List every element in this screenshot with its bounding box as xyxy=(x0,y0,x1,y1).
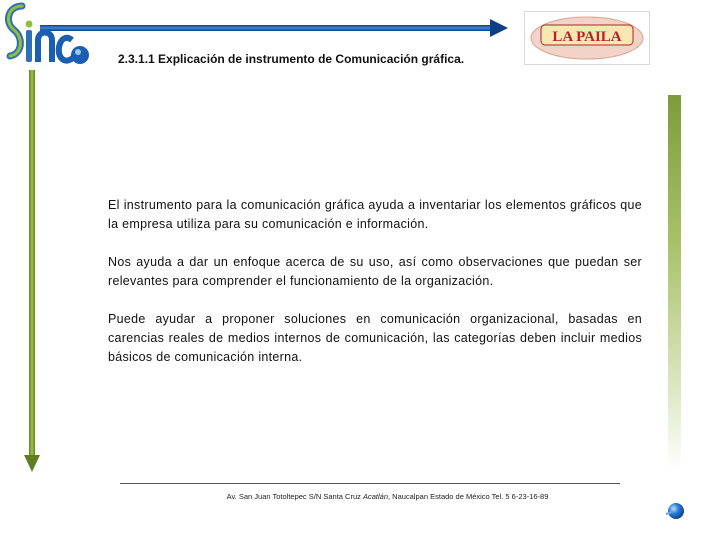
blue-sphere-icon xyxy=(664,500,686,522)
footer-address-italic: Acatlán xyxy=(362,492,388,501)
page-title: 2.3.1.1 Explicación de instrumento de Comunicación gráfica. xyxy=(118,52,465,66)
footer-address-start: Av. San Juan Totoltepec S/N Santa Cruz xyxy=(226,492,363,501)
right-accent-bar xyxy=(668,95,681,470)
la-paila-logo xyxy=(524,11,650,65)
paragraph-2: Nos ayuda a dar un enfoque acerca de su uso, así como observaciones que puedan ser relevantes para comprender el funcionamiento de la organización. xyxy=(108,255,642,288)
body-text xyxy=(108,196,642,386)
sinco-logo xyxy=(0,0,95,95)
top-arrow-rule xyxy=(40,16,510,46)
brand-logo-text: LA PAILA xyxy=(552,29,622,45)
footer-address xyxy=(0,492,720,501)
footer-address-end: , Naucalpan Estado de México Tel. 5 6-23-16-89 xyxy=(388,492,549,501)
paragraph-1: El instrumento para la comunicación gráfica ayuda a inventariar los elementos gráficos que la empresa utiliza para su comunicación e información. xyxy=(108,198,642,231)
paragraph-3: Puede ayudar a proponer soluciones en comunicación organizacional, basadas en carencias reales de medios internos de comunicación, las categorías deben incluir medios básicos de comunicación interna. xyxy=(108,312,642,364)
footer-divider xyxy=(120,483,620,484)
